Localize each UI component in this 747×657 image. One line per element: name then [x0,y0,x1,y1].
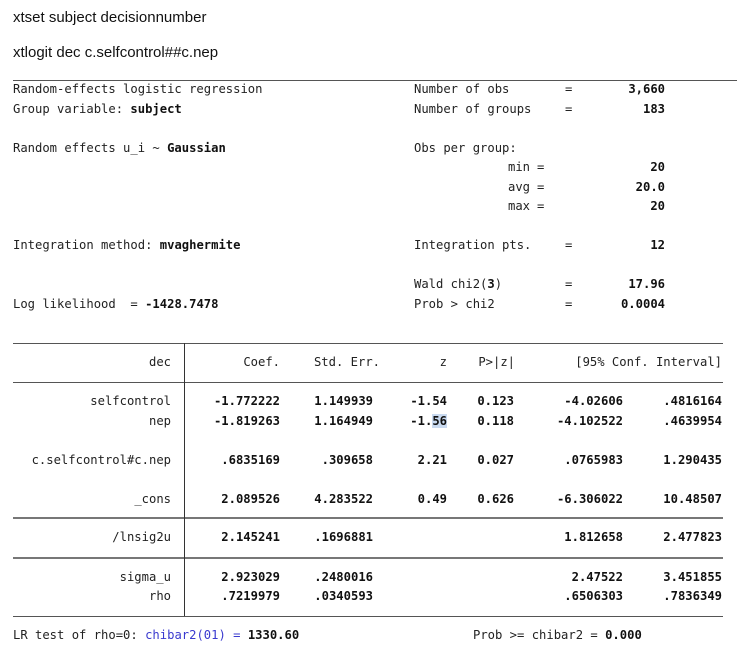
prob-chi2-label: Prob > chi2 [414,297,495,311]
cell-se: .309658 [321,453,373,467]
cell-p: 0.027 [477,453,514,467]
cell-z-selected-text: 56 [432,414,447,428]
min-value: 20 [650,160,665,174]
column-header-p: P>|z| [478,355,515,369]
equals-sign: = [537,180,545,194]
group-variable-value: subject [130,102,182,116]
lr-stat-value: 1330.60 [247,628,300,642]
n-groups-label: Number of groups [414,102,532,116]
log-likelihood-label: Log likelihood = [13,297,138,311]
column-header-std-err: Std. Err. [313,355,380,369]
n-obs-label: Number of obs [414,82,510,96]
cell-z: 0.49 [417,492,447,506]
lr-prob-label: Prob >= chibar2 = [473,628,598,642]
log-likelihood [13,295,218,315]
table-section-rule [13,557,723,559]
column-header-z: z [439,355,447,369]
row-label-interaction: c.selfcontrol#c.nep [31,453,171,467]
lr-test-label: LR test of rho=0: [13,628,138,642]
table-column-divider [184,343,185,616]
prob-chi2-value: 0.0004 [620,297,665,311]
equals-sign: = [537,199,545,213]
group-variable [13,100,182,120]
equals-sign: = [565,297,573,311]
row-label-nep: nep [148,414,171,428]
equals-sign: = [565,277,573,291]
command-xtlogit: xtlogit dec c.selfcontrol##c.nep [13,44,219,61]
obs-per-group-label: Obs per group: [414,141,517,155]
lr-test [13,626,299,646]
integration-method [13,236,240,256]
table-section-rule [13,517,723,519]
cell-z: 2.21 [417,453,447,467]
cell-se: .0340593 [314,589,373,603]
wald-label [414,275,502,295]
group-variable-label: Group variable: [13,102,124,116]
command-xtset: xtset subject decisionnumber [13,9,207,26]
cell-p: 0.123 [477,394,514,408]
wald-label-end: ) [494,277,503,291]
row-label-rho: rho [148,589,171,603]
min-label: min [507,160,530,174]
cell-z [400,412,447,432]
random-effects-value: Gaussian [167,141,226,155]
cell-p: 0.626 [477,492,514,506]
equals-sign: = [565,102,573,116]
max-value: 20 [650,199,665,213]
cell-se: .1696881 [314,530,373,544]
cell-se: 1.164949 [314,414,373,428]
column-header-dec: dec [148,355,171,369]
cell-coef: -1.772222 [213,394,280,408]
lr-prob [473,626,642,646]
cell-coef: -1.819263 [213,414,280,428]
row-label-cons: _cons [134,492,171,506]
cell-ci-high: .4639954 [663,414,722,428]
cell-se: .2480016 [314,570,373,584]
wald-value: 17.96 [628,277,665,291]
cell-se: 1.149939 [314,394,373,408]
random-effects [13,139,226,159]
random-effects-label: Random effects u_i ~ [13,141,160,155]
cell-p: 0.118 [477,414,514,428]
table-header-rule [13,382,723,383]
equals-sign: = [565,82,573,96]
integration-pts-value: 12 [650,238,665,252]
row-label-selfcontrol: selfcontrol [90,394,171,408]
cell-z-part: -1. [410,414,433,428]
cell-ci-high: 2.477823 [663,530,722,544]
cell-coef: 2.145241 [221,530,280,544]
model-title: Random-effects logistic regression [13,82,263,96]
cell-ci-high: .7836349 [663,589,722,603]
cell-ci-low: 2.47522 [571,570,623,584]
equals-sign: = [537,160,545,174]
cell-ci-high: 1.290435 [663,453,722,467]
cell-ci-high: 10.48507 [663,492,722,506]
log-likelihood-value: -1428.7478 [145,297,219,311]
cell-se: 4.283522 [314,492,373,506]
column-header-coef: Coef. [243,355,280,369]
wald-df: 3 [487,277,495,291]
integration-pts-label: Integration pts. [414,238,532,252]
integration-method-label: Integration method: [13,238,153,252]
n-obs-value: 3,660 [628,82,665,96]
cell-z: -1.54 [410,394,447,408]
lr-stat-label: chibar2(01) = [145,628,241,642]
cell-ci-high: .4816164 [663,394,722,408]
integration-method-value: mvaghermite [159,238,241,252]
cell-ci-high: 3.451855 [663,570,722,584]
cell-coef: .6835169 [221,453,280,467]
table-top-rule [13,343,723,344]
cell-coef: 2.923029 [221,570,280,584]
cell-ci-low: -4.102522 [556,414,623,428]
cell-ci-low: .6506303 [564,589,623,603]
row-label-lnsig2u: /lnsig2u [112,530,171,544]
cell-ci-low: .0765983 [564,453,623,467]
cell-ci-low: -4.02606 [564,394,623,408]
cell-coef: 2.089526 [221,492,280,506]
cell-ci-low: -6.306022 [556,492,623,506]
max-label: max [507,199,530,213]
column-header-conf-interval: [95% Conf. Interval] [575,355,722,369]
cell-ci-low: 1.812658 [564,530,623,544]
avg-label: avg [507,180,530,194]
avg-value: 20.0 [635,180,665,194]
lr-prob-value: 0.000 [605,628,642,642]
cell-coef: .7219979 [221,589,280,603]
equals-sign: = [565,238,573,252]
n-groups-value: 183 [642,102,665,116]
wald-label-text: Wald chi2( [414,277,488,291]
table-bottom-rule [13,616,723,617]
row-label-sigma-u: sigma_u [119,570,171,584]
